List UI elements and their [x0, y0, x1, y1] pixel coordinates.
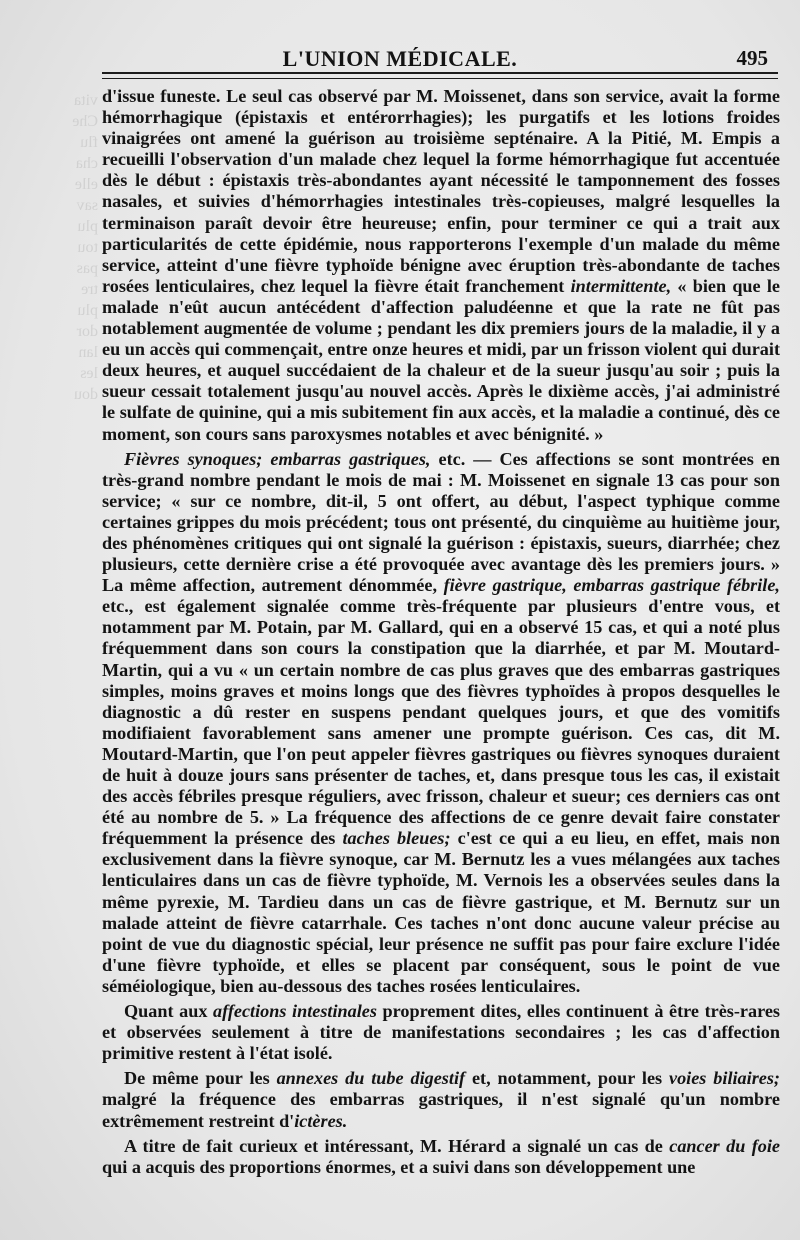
italic-run: affections intestinales [213, 1001, 377, 1022]
paragraph-p1 [102, 86, 780, 445]
italic-run: intermittente, [570, 275, 672, 296]
text-run: « bien que le malade n'eût aucun antécédent d'affection paludéenne et que la rate ne fût pas notablement augmentée de volume ; pendant les dix premiers jours de la maladie, il y a eu un accès qui commençait, entre onze heures et midi, par un frisson violent qui durait deux heures, et auquel succédaient de la chaleur et de la sueur jusqu'au soir ; puis la sueur cessait totalement jusqu'au nouvel accès. Après le dixième accès, j'ai administré le sulfate de quinine, qui a mis subitement fin aux accès, et la maladie a continué, dès ce moment, son cours sans paroxysmes notables et avec bénignité. » [102, 275, 780, 444]
italic-run: annexes du tube digestif [276, 1068, 466, 1089]
header-rule-thick [102, 72, 778, 74]
italic-run: Fièvres synoques; embarras gastriques, [124, 448, 431, 469]
text-run: etc. — Ces affections se sont montrées en très-grand nombre pendant le mois de mai : M. Moissenet en signale 13 cas pour son service; « sur ce nombre, dit-il, 5 ont offert, au début, l'aspect typhique comme certaines grippes du mois précédent; tous ont présenté, du cinquième au huitième jour, des phénomènes critiques qui ont signalé la guérison : épistaxis, sueurs, diarrhée; chez plusieurs, cette dernière crise a été provoquée avec avantage dès les premiers jours. » La même affection, autrement dénommée, [102, 448, 780, 596]
italic-run: voies biliaires; [669, 1068, 780, 1089]
running-title: L'UNION MÉDICALE. [282, 46, 518, 71]
text-run: A titre de fait curieux et intéressant, M. Hérard a signalé un cas de [124, 1135, 670, 1156]
text-run: d'issue funeste. Le seul cas observé par M. Moissenet, dans son service, avait la forme hémorrhagique (épistaxis et entérorrhagies); les purgatifs et les lotions froides vinaigrées ont amené la guérison au troisième septénaire. A la Pitié, M. Empis a recueilli l'observation d'un malade chez lequel la forme hémorrhagique fut accentuée dès le début : épistaxis très-abondantes ayant nécessité le tamponnement des fosses nasales, et suivies d'hémorrhagies intestinales très-copieuses, malgré lesquelles la terminaison paraît devoir être heureuse; enfin, pour terminer ce qui a trait aux particularités de cette épidémie, nous rapporterons l'exemple d'un malade du même service, atteint d'une fièvre typhoïde bénigne avec éruption très-abondante de taches rosées lenticulaires, chez lequel la fièvre était franchement [102, 86, 780, 296]
article-body [102, 86, 780, 1178]
paragraph-p3 [102, 1001, 780, 1064]
header-rule-thin [102, 78, 778, 79]
text-run: qui a acquis des proportions énormes, et a suivi dans son développement une [102, 1156, 696, 1177]
text-run: et, notamment, pour les [465, 1068, 670, 1089]
paragraph-p5 [102, 1136, 780, 1178]
text-run: malgré la fréquence des embarras gastriques, il n'est signalé qu'un nombre extrêmement restreint d' [102, 1089, 780, 1131]
paragraph-p2 [102, 449, 780, 997]
show-through-margin: vita Che flu cha elle sav plu tou pas tre plu dor lan les dou [72, 92, 98, 403]
page-number: 495 [736, 46, 768, 70]
text-run: c'est ce qui a eu lieu, en effet, mais non exclusivement dans la fièvre synoque, car M. Bernutz les a vues mélangées aux taches lenticulaires dans un cas de fièvre typhoïde, M. Vernois les a observées seules dans la même pyrexie, M. Tardieu dans un cas de fièvre gastrique, et M. Bernutz sur un malade atteint de fièvre catarrhale. Ces taches n'ont donc aucune valeur précise au point de vue du diagnostic spécial, leur présence ne suffit pas pour faire exclure l'idée d'une fièvre typhoïde, et elles se placent par conséquent, sous le point de vue séméiologique, bien au-dessous des taches rosées lenticulaires. [102, 828, 780, 996]
text-run: etc., est également signalée comme très-fréquente par plusieurs d'entre vous, et notamment par M. Potain, par M. Gallard, qui en a observé 15 cas, et qui a noté plus fréquemment dans son cours la constipation que la diarrhée, et par M. Moutard-Martin, qui a vu « un certain nombre de cas plus graves que des embarras gastriques simples, moins graves et moins longs que des fièvres typhoïdes à propos desquelles le diagnostic a dû rester en suspens pendant quelques jours, et que des vomitifs modifiaient favorablement sans amener une prompte guérison. Ces cas, dit M. Moutard-Martin, que l'on peut appeler fièvres gastriques ou fièvres synoques duraient de huit à douze jours sans présenter de taches, et, dans presque tous les cas, il existait des accès fébriles presque réguliers, avec frisson, chaleur et sueur; ces derniers cas ont été au nombre de 5. » La fréquence des affections de ce genre devait faire constater fréquemment la présence des [102, 596, 780, 849]
italic-run: ictères. [294, 1110, 348, 1131]
italic-run: cancer du foie [669, 1135, 780, 1156]
text-run: proprement dites, elles continuent à être très-rares et observées seulement à titre de manifestations secondaires ; les cas d'affection primitive restent à l'état isolé. [102, 1001, 780, 1064]
text-run: De même pour les [124, 1068, 277, 1089]
text-run: Quant aux [124, 1001, 214, 1022]
paragraph-p4 [102, 1068, 780, 1131]
page-header [0, 40, 800, 80]
italic-run: taches bleues; [342, 828, 451, 849]
italic-run: fièvre gastrique, embarras gastrique fébrile, [443, 575, 780, 596]
